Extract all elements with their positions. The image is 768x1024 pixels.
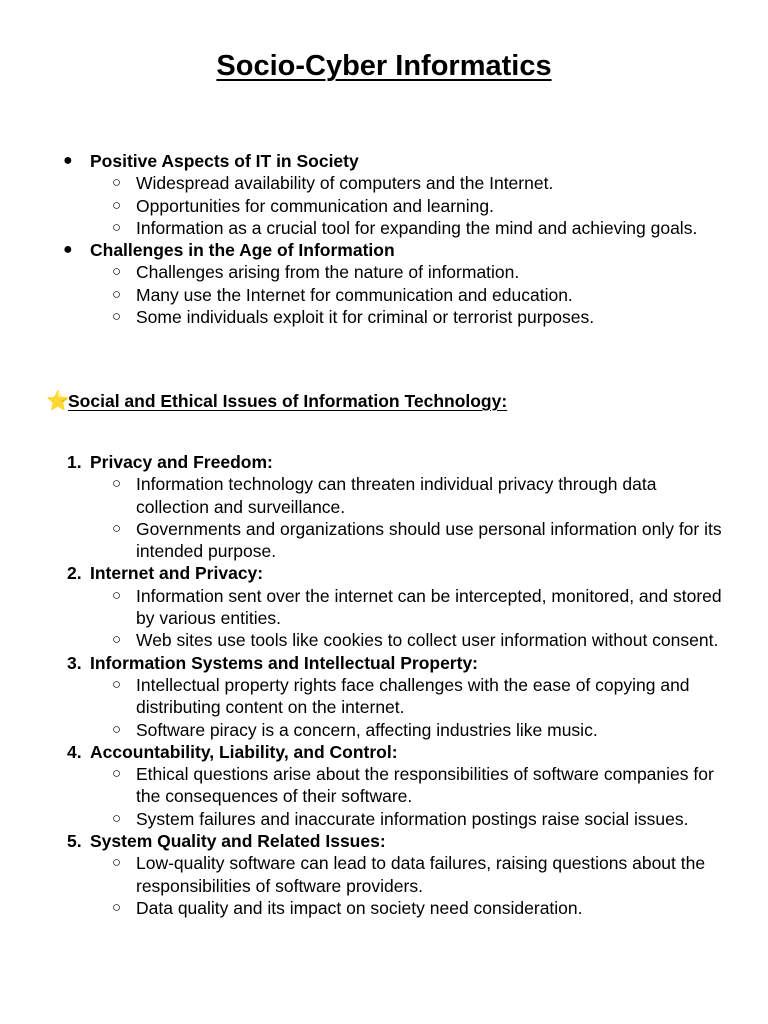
numbered-item — [0, 741, 710, 763]
sub-list-item — [0, 629, 726, 651]
sub-list-item — [0, 261, 726, 283]
sub-list-item — [0, 473, 726, 518]
numbered-item-heading: Information Systems and Intellectual Property: — [90, 652, 478, 673]
circle-bullet-icon: ○ — [112, 308, 122, 326]
numbered-item-heading: System Quality and Related Issues: — [90, 831, 386, 852]
sub-list-item-text: Some individuals exploit it for criminal or terrorist purposes. — [136, 307, 595, 328]
sub-list-item-text: Intellectual property rights face challenges with the ease of copying and distributing content on the internet. — [136, 674, 690, 718]
circle-bullet-icon: ○ — [112, 586, 122, 604]
bullet-icon: ● — [63, 241, 73, 259]
sub-list-item — [0, 172, 726, 194]
list-item-heading: Positive Aspects of IT in Society — [90, 151, 359, 171]
positive-and-challenges-list — [0, 150, 768, 328]
ethical-issues-list — [0, 451, 768, 919]
circle-bullet-icon: ○ — [112, 898, 122, 916]
numbered-item — [0, 451, 710, 473]
circle-bullet-icon: ○ — [112, 854, 122, 872]
list-item-heading: Challenges in the Age of Information — [90, 240, 395, 261]
circle-bullet-icon: ○ — [112, 218, 122, 236]
sub-list-item-text: Governments and organizations should use personal information only for its intended purpose. — [136, 518, 722, 562]
section-heading-social-ethical — [46, 389, 507, 414]
sub-list-item-text: Ethical questions arise about the responsibilities of software companies for the consequences of their software. — [136, 764, 714, 807]
item-number: 1. — [67, 452, 82, 472]
numbered-item — [0, 830, 710, 852]
sub-list-item-text: Information technology can threaten individual privacy through data collection and surveillance. — [136, 474, 657, 517]
sub-list-item — [0, 808, 726, 830]
section-heading-text: Social and Ethical Issues of Information Technology: — [68, 391, 508, 411]
circle-bullet-icon: ○ — [112, 285, 122, 303]
list-item — [0, 239, 710, 261]
circle-bullet-icon: ○ — [112, 765, 122, 783]
circle-bullet-icon: ○ — [112, 720, 122, 738]
sub-list-item-text: Many use the Internet for communication and education. — [136, 284, 573, 305]
circle-bullet-icon: ○ — [112, 475, 122, 493]
circle-bullet-icon: ○ — [112, 263, 122, 281]
star-icon: ⭐ — [46, 391, 70, 412]
sub-list-item-text: Low-quality software can lead to data failures, raising questions about the responsibilities of software providers. — [136, 853, 706, 896]
sub-list-item — [0, 306, 726, 328]
sub-list-item-text: Web sites use tools like cookies to collect user information without consent. — [136, 630, 719, 651]
sub-list-item — [0, 284, 726, 306]
numbered-item-heading: Accountability, Liability, and Control: — [90, 741, 398, 762]
numbered-item — [0, 562, 710, 584]
sub-list-item — [0, 852, 726, 897]
sub-list-item-text: Opportunities for communication and learning. — [136, 195, 494, 216]
item-number: 2. — [67, 563, 82, 584]
sub-list-item — [0, 763, 726, 808]
sub-list-item — [0, 897, 726, 919]
sub-list-item — [0, 585, 726, 630]
circle-bullet-icon: ○ — [112, 174, 122, 192]
circle-bullet-icon: ○ — [112, 631, 122, 649]
circle-bullet-icon: ○ — [112, 196, 122, 214]
numbered-item — [0, 652, 710, 674]
sub-list-item-text: Widespread availability of computers and the Internet. — [136, 173, 554, 194]
item-number: 3. — [67, 652, 82, 673]
circle-bullet-icon: ○ — [112, 519, 122, 537]
sub-list-item — [0, 217, 726, 239]
circle-bullet-icon: ○ — [112, 675, 122, 693]
list-item — [0, 150, 710, 172]
sub-list-item-text: Information as a crucial tool for expanding the mind and achieving goals. — [136, 217, 698, 238]
sub-list-item — [0, 674, 726, 719]
bullet-icon: ● — [63, 152, 73, 169]
sub-list-item — [0, 719, 726, 741]
sub-list-item-text: Challenges arising from the nature of information. — [136, 262, 520, 283]
sub-list-item-text: System failures and inaccurate information postings raise social issues. — [136, 808, 689, 829]
item-number: 4. — [67, 741, 82, 762]
page-title: Socio-Cyber Informatics — [216, 50, 552, 82]
sub-list-item-text: Software piracy is a concern, affecting industries like music. — [136, 719, 598, 740]
sub-list-item — [0, 518, 726, 563]
sub-list-item — [0, 195, 726, 217]
numbered-item-heading: Internet and Privacy: — [90, 563, 264, 584]
circle-bullet-icon: ○ — [112, 809, 122, 827]
item-number: 5. — [67, 831, 82, 852]
numbered-item-heading: Privacy and Freedom: — [90, 452, 273, 472]
sub-list-item-text: Information sent over the internet can be intercepted, monitored, and stored by various entities. — [136, 585, 722, 629]
sub-list-item-text: Data quality and its impact on society need consideration. — [136, 897, 583, 918]
